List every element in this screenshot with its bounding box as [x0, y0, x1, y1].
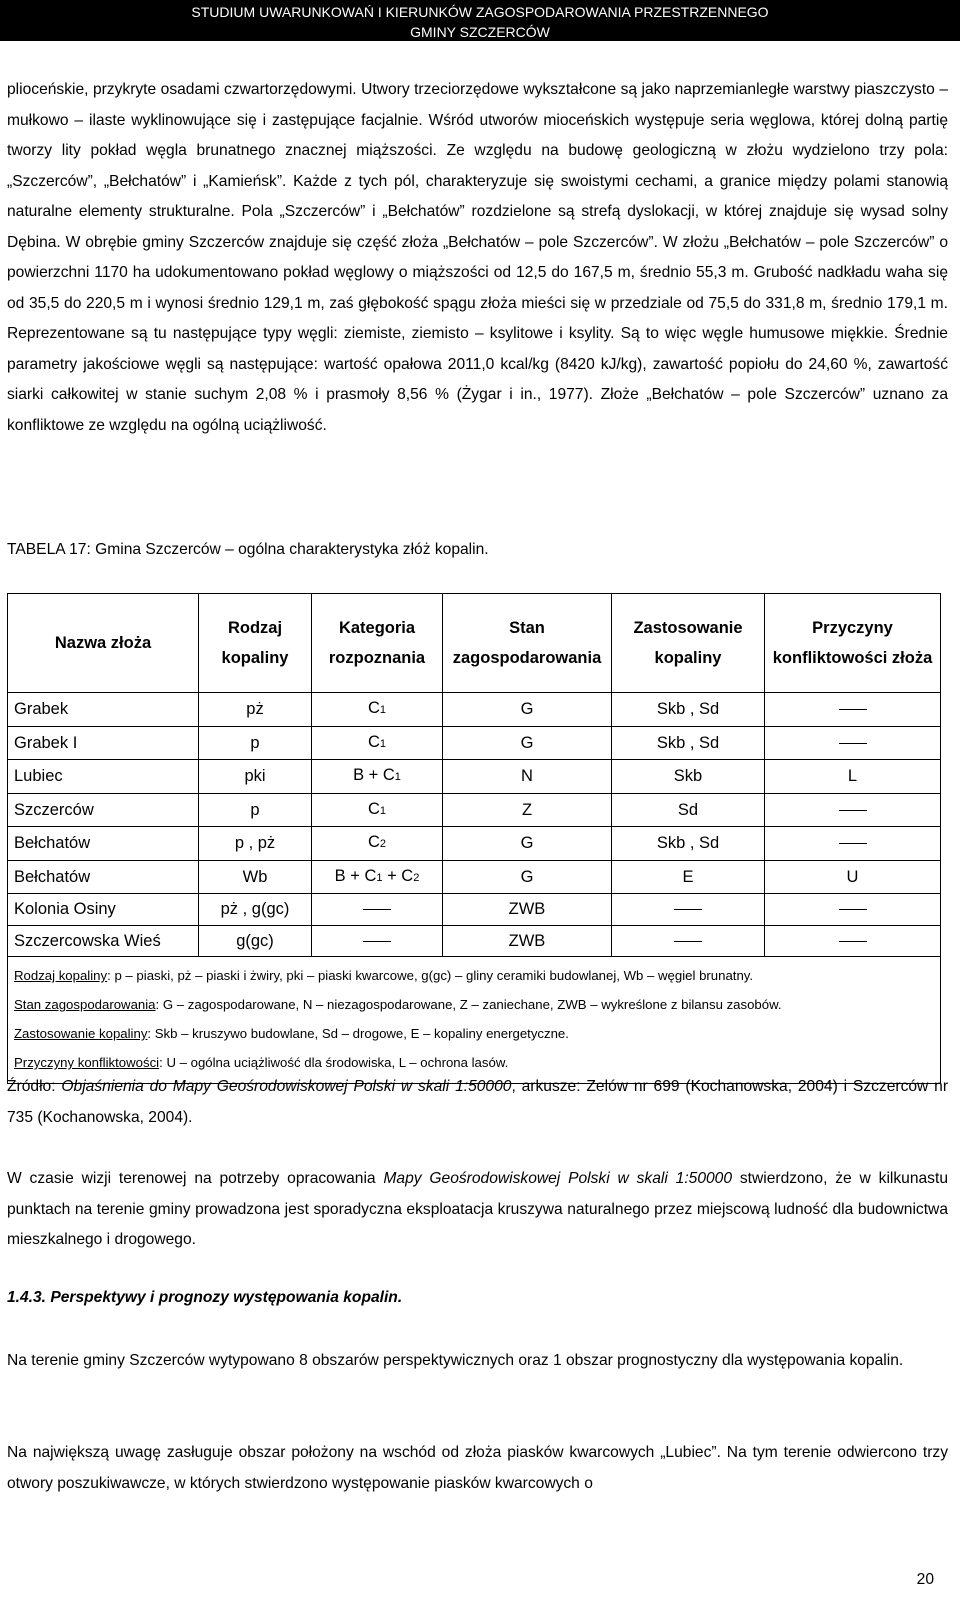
category-text: B + C [353, 766, 395, 784]
category-subscript: 1 [379, 804, 387, 817]
column-header-name: Nazwa złoża [8, 594, 199, 693]
cell-type: p [199, 793, 312, 827]
cell-name: Szczerców [8, 793, 199, 827]
header-line-1: STUDIUM UWARUNKOWAŃ I KIERUNKÓW ZAGOSPODAROWANIA PRZESTRZENNEGO [191, 4, 769, 20]
category-subscript: 2 [379, 838, 387, 850]
column-header-type: Rodzaj kopaliny [199, 594, 312, 693]
cell-conflict [765, 827, 941, 861]
legend-cell [8, 957, 941, 1084]
cell-name: Bełchatów [8, 860, 199, 894]
para2-title: Mapy Geośrodowiskowej Polski w skali 1:50000 [383, 1170, 733, 1187]
section-heading: 1.4.3. Perspektywy i prognozy występowania kopalin. [7, 1289, 403, 1306]
cell-state: G [443, 726, 612, 760]
cell-type: p [199, 726, 312, 760]
category-text: B + C [334, 866, 377, 885]
para2-post: stwierdzono, że w kilkunastu punktach na terenie gminy prowadzona jest sporadyczna eksploatacja kruszywa naturalnego przez miejscową ludność dla budownictwa mieszkalnego i drogowego. [7, 1170, 948, 1248]
table-row [8, 760, 941, 794]
cell-use: Skb [612, 760, 765, 794]
category-text: + C [382, 866, 414, 885]
cell-use [612, 894, 765, 926]
cell-type: g(gc) [199, 925, 312, 957]
cell-type: pż [199, 693, 312, 727]
table-body [8, 693, 941, 957]
cell-category [312, 827, 443, 861]
cell-category [312, 693, 443, 727]
cell-state: ZWB [443, 894, 612, 926]
legend-label: Zastosowanie kopaliny [14, 1026, 148, 1041]
cell-name: Grabek I [8, 726, 199, 760]
cell-category [312, 925, 443, 957]
paragraph-field-visit [7, 1164, 948, 1256]
cell-state: G [443, 860, 612, 894]
table-row [8, 726, 941, 760]
cell-type: pki [199, 760, 312, 794]
legend-line-use: Zastosowanie kopaliny: Skb – kruszywo budowlane, Sd – drogowe, E – kopaliny energetyczne. [14, 1026, 569, 1041]
header-line-2: GMINY SZCZERCÓW [410, 24, 550, 40]
table-row [8, 693, 941, 727]
table-row [8, 894, 941, 926]
cell-state: Z [443, 793, 612, 827]
cell-name: Grabek [8, 693, 199, 727]
cell-use: Skb , Sd [612, 693, 765, 727]
cell-conflict [765, 925, 941, 957]
category-subscript: 1 [394, 771, 401, 783]
category-subscript: 2 [413, 871, 420, 884]
table-row [8, 860, 941, 894]
source-rest: , arkusze: Zelów nr 699 (Kochanowska, 2004) i Szczerców nr 735 (Kochanowska, 2004). [7, 1078, 949, 1126]
column-header-conflict: Przyczyny konfliktowości złoża [765, 594, 941, 693]
table-row [8, 827, 941, 861]
cell-type: pż , g(gc) [199, 894, 312, 926]
category-subscript: 1 [379, 704, 387, 716]
cell-use: E [612, 860, 765, 894]
cell-category [312, 760, 443, 794]
table-header-row [8, 594, 941, 693]
page-number: 20 [916, 1571, 934, 1588]
cell-conflict [765, 693, 941, 727]
table-caption: TABELA 17: Gmina Szczerców – ogólna charakterystyka złóż kopalin. [7, 541, 489, 558]
paragraph-belchatow-deposit: plioceńskie, przykryte osadami czwartorzędowymi. Utwory trzeciorzędowe wykształcone są jako naprzemianległe warstwy piaszczysto – mułkowo – ilaste wyklinowujące się i zastępujące facjalnie. Wśród utworów mioceńskich występuje seria węglowa, której dolną partię tworzy lity pokład węgla brunatnego znacznej miąższości. Ze względu na budowę geologiczną w złożu wydzielono trzy pola: „Szczerców”, „Bełchatów” i „Kamieńsk”. Każde z tych pól, charakteryzuje się swoistymi cechami, a granice między polami stanowią naturalne elementy strukturalne. Pola „Szczerców” i „Bełchatów” rozdzielone są strefą dyslokacji, w której znajduje się wysad solny Dębina. W obrębie gminy Szczerców znajduje się część złoża „Bełchatów – pole Szczerców”. W złożu „Bełchatów – pole Szczerców” o powierzchni 1170 ha udokumentowano pokład węglowy o miąższości od 12,5 do 167,5 m, średnio 55,3 m. Grubość nadkładu waha się od 35,5 do 220,5 m i wynosi średnio 129,1 m, zaś głębokość spągu złoża mieści się w przedziale od 75,5 do 331,8 m, średnio 179,1 m. Reprezentowane są tu następujące typy węgli: ziemiste, ziemisto – ksylitowe i ksylity. Są to więc węgle humusowe miękkie. Średnie parametry jakościowe węgli są następujące: wartość opałowa 2011,0 kcal/kg (8420 kJ/kg), zawartość popiołu do 24,60 %, zawartość siarki całkowitej w stanie suchym 2,08 % i prasmoły 8,56 % (Żygar i in., 1977). Złoże „Bełchatów – pole Szczerców” uznano za konfliktowe ze względu na ogólną uciążliwość. [7, 81, 948, 434]
category-text: C [367, 732, 380, 751]
cell-type: Wb [199, 860, 312, 894]
column-header-category: Kategoria rozpoznania [312, 594, 443, 693]
category-text: C [367, 699, 380, 717]
cell-category [312, 860, 443, 894]
cell-conflict [765, 726, 941, 760]
cell-category [312, 726, 443, 760]
cell-conflict: U [765, 860, 941, 894]
cell-use: Skb , Sd [612, 827, 765, 861]
para2-pre: W czasie wizji terenowej na potrzeby opracowania [7, 1170, 384, 1187]
source-title: Objaśnienia do Mapy Geośrodowiskowej Polski w skali 1:50000 [61, 1078, 512, 1095]
cell-state: G [443, 827, 612, 861]
cell-category [312, 793, 443, 827]
cell-category [312, 894, 443, 926]
deposits-table [7, 593, 941, 1084]
cell-type: p , pż [199, 827, 312, 861]
cell-name: Kolonia Osiny [8, 894, 199, 926]
page-header [0, 0, 960, 41]
cell-conflict [765, 793, 941, 827]
legend-line-conflict: Przyczyny konfliktowości: U – ogólna uciążliwość dla środowiska, L – ochrona lasów. [14, 1055, 509, 1070]
cell-conflict: L [765, 760, 941, 794]
legend-text: U – ogólna uciążliwość dla środowiska, L – ochrona lasów. [166, 1055, 509, 1070]
category-subscript: 1 [376, 871, 383, 884]
cell-name: Lubiec [8, 760, 199, 794]
legend-text: G – zagospodarowane, N – niezagospodarowane, Z – zaniechane, ZWB – wykreślone z bilansu zasobów. [162, 997, 782, 1012]
cell-use: Sd [612, 793, 765, 827]
cell-conflict [765, 894, 941, 926]
source-label: Źródło: [7, 1078, 56, 1095]
table-row [8, 925, 941, 957]
paragraph-prospective-areas: Na terenie gminy Szczerców wytypowano 8 obszarów perspektywicznych oraz 1 obszar prognostyczny dla występowania kopalin. [7, 1352, 904, 1369]
legend-label: Stan zagospodarowania [14, 997, 156, 1012]
category-text: C [367, 799, 380, 818]
category-subscript: 1 [379, 737, 387, 750]
legend-label: Przyczyny konfliktowości [14, 1055, 160, 1070]
legend-line-type: Rodzaj kopaliny: p – piaski, pż – piaski i żwiry, pki – piaski kwarcowe, g(gc) – gliny ceramiki budowlanej, Wb – węgiel brunatny. [14, 968, 754, 983]
cell-state: G [443, 693, 612, 727]
column-header-use: Zastosowanie kopaliny [612, 594, 765, 693]
source-note [7, 1072, 948, 1133]
column-header-state: Stan zagospodarowania [443, 594, 612, 693]
legend-text: Skb – kruszywo budowlane, Sd – drogowe, E – kopaliny energetyczne. [154, 1026, 569, 1041]
cell-state: N [443, 760, 612, 794]
cell-name: Bełchatów [8, 827, 199, 861]
legend-line-state: Stan zagospodarowania: G – zagospodarowane, N – niezagospodarowane, Z – zaniechane, ZWB – wykreślone z bilansu zasobów. [14, 997, 782, 1012]
legend-row [8, 957, 941, 1084]
paragraph-lubiec-area: Na największą uwagę zasługuje obszar położony na wschód od złoża piasków kwarcowych „Lubiec”. Na tym terenie odwiercono trzy otwory poszukiwawcze, w których stwierdzono występowanie piasków kwarcowych o [7, 1444, 948, 1492]
table-row [8, 793, 941, 827]
legend-text: p – piaski, pż – piaski i żwiry, pki – piaski kwarcowe, g(gc) – gliny ceramiki budowlanej, Wb – węgiel brunatny. [114, 968, 754, 983]
category-text: C [367, 833, 380, 851]
cell-state: ZWB [443, 925, 612, 957]
cell-use [612, 925, 765, 957]
cell-use: Skb , Sd [612, 726, 765, 760]
legend-label: Rodzaj kopaliny [14, 968, 108, 983]
cell-name: Szczercowska Wieś [8, 925, 199, 957]
